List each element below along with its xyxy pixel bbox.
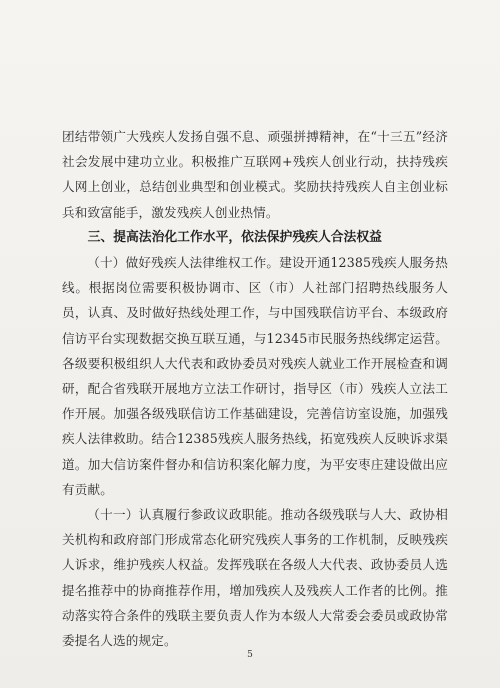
- page-number: 5: [247, 650, 253, 660]
- paragraph-entrepreneurship: 团结带领广大残疾人发扬自强不息、顽强拼搏精神，在“十三五”经济社会发展中建功立业。积极推广互联网+残疾人创业行动，扶持残疾人网上创业，总结创业典型和创业模式。奖励扶持残疾人自主创业标兵和致富能手，激发残疾人创业热情。: [62, 129, 448, 220]
- paragraph-lead-political-participation: （十一）认真履行参政议政职能。: [87, 507, 281, 523]
- paragraph-body-political-participation: 推动各级残联与人大、政协相关机构和政府部门形成常态化研究残疾人事务的工作机制，反映残疾人诉求，维护残疾人权益。发挥残联在各级人大代表、政协委员人选提名推荐中的协商推荐作用，增加残疾人及残疾人工作者的比例。推动落实符合条件的残联主要负责人作为本级人大常委会委员或政协常委提名人选的规定。: [62, 507, 449, 649]
- section-heading-rule-of-law: 三、提高法治化工作水平，依法保护残疾人合法权益: [87, 229, 382, 245]
- paragraph-political-participation: [62, 502, 448, 653]
- document-body: [62, 124, 448, 653]
- paragraph-lead-legal-rights: （十）做好残疾人法律维权工作。: [87, 255, 280, 271]
- paragraph-legal-rights: [62, 250, 448, 502]
- paragraph-body-legal-rights: 建设开通12385残疾人服务热线。根据岗位需要积极协调市、区（市）人社部门招聘热线服务人员，认真、及时做好热线处理工作，与中国残联信访平台、本级政府信访平台实现数据交换互联互通，与12345市民服务热线绑定运营。各级要积极组织人大代表和政协委员对残疾人就业工作开展检查和调研，配合省残联开展地方立法工作研讨，指导区（市）残疾人立法工作开展。加强各级残联信访工作基础建设，完善信访室设施，加强残疾人法律救助。结合12385残疾人服务热线，拓宽残疾人反映诉求渠道。加大信访案件督办和信访积案化解力度，为平安枣庄建设做出应有贡献。: [62, 255, 448, 497]
